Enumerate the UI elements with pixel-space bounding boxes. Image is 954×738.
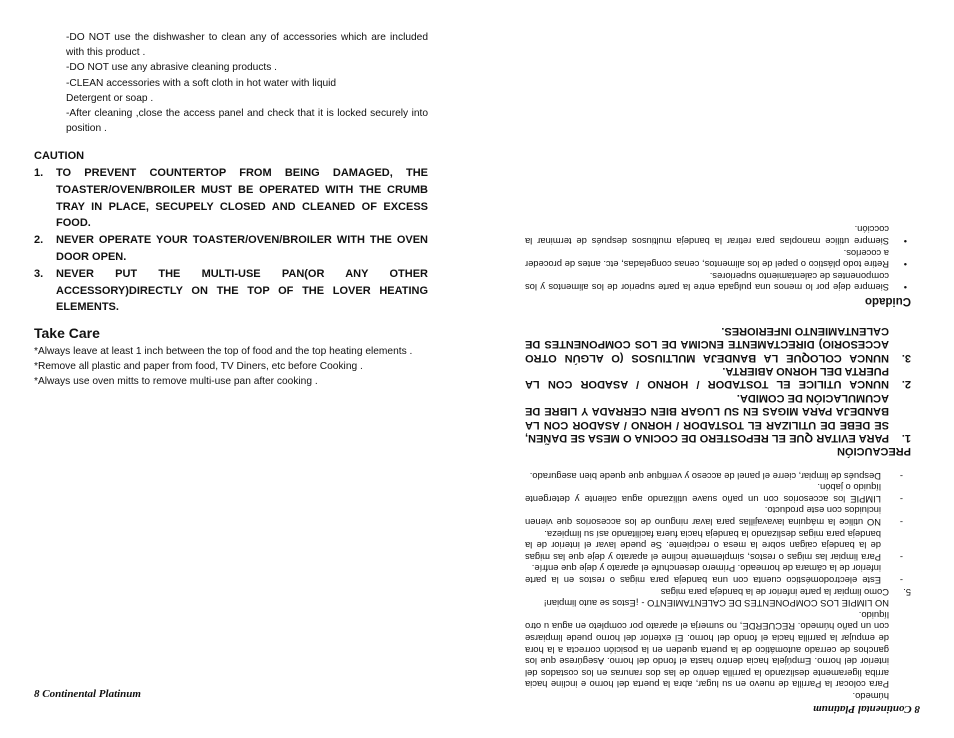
caution-item: 1. PARA EVITAR QUE EL REPOSTERO DE COCINA O MESA SE DAÑEN, SE DEBE DE UTILIZAR EL TOSTADOR / HORNO / ASADOR CON LA BANDEJA PARA MIGAS EN SU LUGAR BIEN CERRADA Y LIBRE DE ACUMULACIÓN DE COMIDA. (525, 391, 911, 445)
dash-item: - LIMPIE los accesorios con un paño suave utilizando agua caliente y detergente líquido o jabón. (525, 482, 903, 505)
care-item: • Siempre utilice manoplas para retirar la bandeja multiusos después de terminar la cocción. (525, 224, 911, 247)
caution-item: 2. NUNCA UTILICE EL TOSTADOR / HORNO / ASADOR CON LA PUERTA DEL HORNO ABIERTA. (525, 365, 911, 391)
dash-item: - Después de limpiar, cierre el panel de acceso y verifique que quede bien asegurado. (529, 470, 903, 482)
take-care-line: *Remove all plastic and paper from food, TV Diners, etc before Cooking . (34, 361, 363, 372)
care-list (525, 224, 911, 294)
caution-item (34, 165, 428, 232)
intro-text: húmedo. (852, 691, 889, 702)
numbered-item (525, 586, 911, 598)
dash-item: - Este electrodoméstico cuenta con una bandeja para migas o restos en la parte inferior de la cámara de horneado. Primero desenchufe el aparato y deje que enfríe. (525, 563, 903, 587)
instruction-line: -CLEAN accessories with a soft cloth in hot water with liquid (66, 77, 337, 89)
caution-item (34, 266, 428, 316)
item-text: Como limpiar la parte inferior de la bandeja para migas (660, 586, 889, 598)
care-heading: Cuidado (865, 295, 911, 308)
take-care-heading: Take Care (34, 325, 100, 341)
instruction-line: -DO NOT use any abrasive cleaning products . (66, 62, 278, 74)
paragraph: Para colocar la Parrilla de nuevo en su lugar, abra la puerta del horno e incline hacia arriba ligeramente deslizando la parrilla dentro de las dos ranuras en los costados del interior del horno. Empújela hacia dentro hasta el fondo del horno. Asegúrese que los ganchos de cerrado automático de la puerta queden en la posición correcta a la hora de empujar la parrilla hacia el fondo del horno. El exterior del horno puede limpiarse con un paño húmedo. RECUERDE, no sumerja el aparato por completo en agua u otro líquido. (525, 609, 889, 691)
item-text: TO PREVENT COUNTERTOP FROM BEING DAMAGED, THE TOASTER/OVEN/BROILER MUST BE OPERATED WITH THE CRUMB TRAY IN PLACE, SECUPELY CLOSED AND CLEANED OF EXCESS FOOD. (56, 167, 428, 230)
item-text: NEVER PUT THE MULTI-USE PAN(OR ANY OTHER ACCESSORY)DIRECTLY ON THE TOP OF THE LOVER HEATING ELEMENTS. (56, 267, 428, 314)
take-care-line: *Always use oven mitts to remove multi-use pan after cooking . (34, 376, 318, 387)
spanish-body (525, 224, 911, 702)
take-care-line: *Always leave at least 1 inch between the top of food and the top heating elements . (34, 346, 413, 357)
take-care-body (34, 344, 428, 389)
page-footer: 8 Continental Platinum (34, 688, 141, 700)
bullet-icon: • (903, 282, 907, 294)
item-text: NEVER OPERATE YOUR TOASTER/OVEN/BROILER WITH THE OVEN DOOR OPEN. (56, 234, 428, 263)
care-item: • Retire todo plástico o papel de los alimentos, cenas congeladas, etc. antes de proceder a cocerlos. (525, 247, 911, 270)
item-number: 5. (903, 586, 911, 598)
bullet-icon: • (903, 236, 907, 248)
page-header: 8 Continental Platinum (813, 703, 920, 715)
instruction-line: -After cleaning ,close the access panel and check that it is locked securely into position . (66, 108, 428, 135)
item-number: 3. (34, 267, 44, 280)
item-number: 2. (34, 234, 44, 247)
bullet-icon: • (903, 259, 907, 271)
caution-heading: CAUTION (34, 150, 85, 162)
dash-item: - Para limpiar las migas o restos, simplemente incline el aparato y deje que las migas de la bandeja caigan sobre la mesa o recipiente. Se puede lavar el interior de la bandeja para migas deslizando la bandeja hacia fuera facilitando así su limpieza. (525, 528, 903, 563)
caution-list (525, 323, 911, 444)
cleaning-instructions (66, 30, 428, 136)
paragraph: NO LIMPIE LOS COMPONENTES DE CALENTAMIENTO - ¡Estos se auto limpian! (543, 598, 889, 610)
caution-item (34, 232, 428, 266)
instruction-line: Detergent or soap . (66, 92, 154, 104)
rotated-page-content (477, 0, 954, 738)
dash-item: - NO utilice la máquina lavavajillas para lavar ninguno de los accesorios que vienen incluidos con este producto. (525, 505, 903, 529)
right-page-upside-down (477, 0, 954, 738)
caution-item: 3. NUNCA COLOQUE LA BANDEJA MULTIUSOS (O ALGÚN OTRO ACCESORIO) DIRECTAMENTE ENCIMA DE LOS COMPONENTES DE CALENTAMIENTO INFERIORES. (525, 324, 911, 364)
caution-list (34, 165, 428, 316)
caution-heading: PRECAUCIÓN (837, 445, 911, 458)
instruction-line: -DO NOT use the dishwasher to clean any of accessories which are included with this product . (66, 32, 428, 59)
care-item: • Siempre deje por lo menos una pulgada entre la parte superior de los alimentos y los componentes de calentamiento superiores. (525, 270, 911, 293)
item-number: 1. (34, 167, 44, 179)
